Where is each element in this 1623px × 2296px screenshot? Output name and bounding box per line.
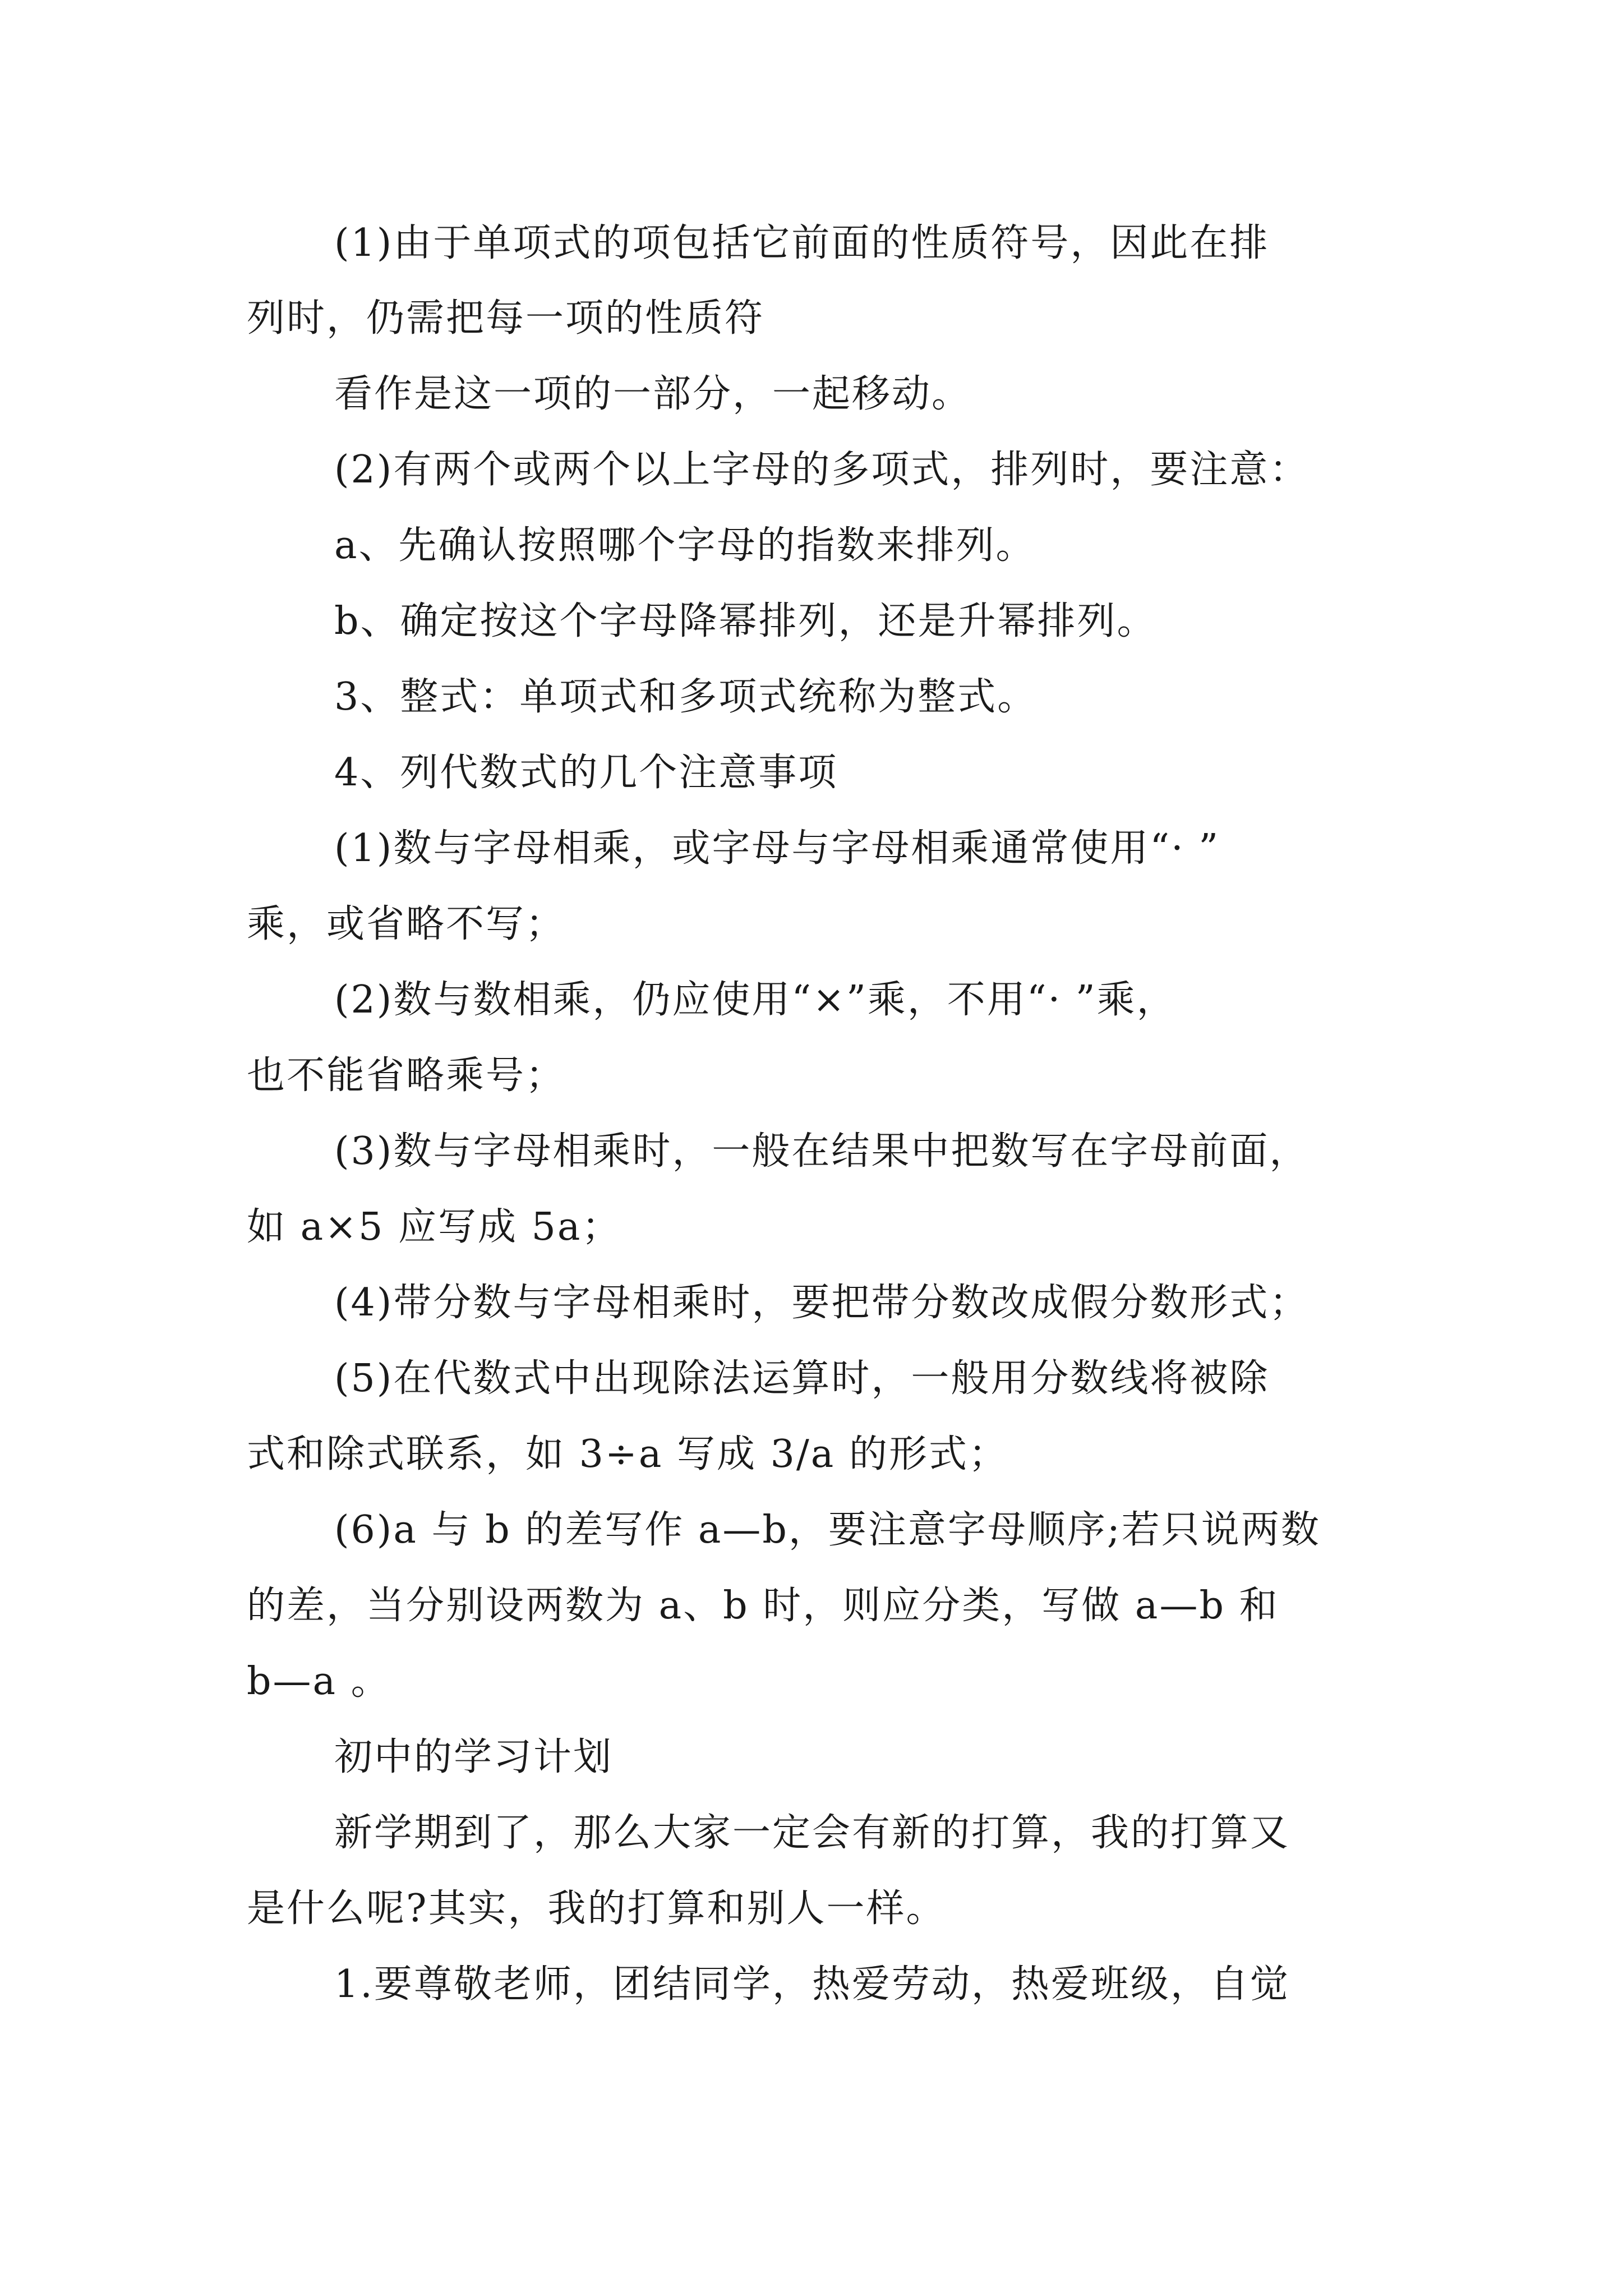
text-line: (1)数与字母相乘，或字母与字母相乘通常使用“· ” bbox=[334, 826, 1220, 871]
text-line: 如 a×5 应写成 5a； bbox=[247, 1205, 622, 1249]
text-line: (3)数与字母相乘时，一般在结果中把数写在字母前面， bbox=[334, 1129, 1310, 1174]
text-line: (5)在代数式中出现除法运算时，一般用分数线将被除 bbox=[334, 1356, 1270, 1401]
text-line: 式和除式联系，如 3÷a 写成 3/a 的形式； bbox=[247, 1432, 1008, 1476]
text-line: 1.要尊敬老师，团结同学，热爱劳动，热爱班级，自觉 bbox=[334, 1962, 1290, 2007]
text-line: 看作是这一项的一部分，一起移动。 bbox=[334, 372, 972, 416]
text-line: 的差，当分别设两数为 a、b 时，则应分类，写做 a—b 和 bbox=[247, 1584, 1279, 1628]
text-line: (2)数与数相乘，仍应使用“×”乘，不用“· ”乘， bbox=[334, 978, 1177, 1022]
text-line: 列时，仍需把每一项的性质符 bbox=[247, 296, 765, 341]
section-heading: 初中的学习计划 bbox=[334, 1735, 614, 1779]
text-line: (1)由于单项式的项包括它前面的性质符号，因此在排 bbox=[334, 221, 1270, 265]
text-line: b、确定按这个字母降幂排列，还是升幂排列。 bbox=[334, 599, 1157, 643]
text-line: 3、整式：单项式和多项式统称为整式。 bbox=[334, 675, 1038, 719]
text-line: (2)有两个或两个以上字母的多项式，排列时，要注意： bbox=[334, 448, 1310, 492]
text-line: 新学期到了，那么大家一定会有新的打算，我的打算又 bbox=[334, 1811, 1290, 1855]
text-line: (6)a 与 b 的差写作 a—b，要注意字母顺序;若只说两数 bbox=[334, 1508, 1321, 1552]
text-line: 乘，或省略不写； bbox=[247, 902, 566, 946]
text-line: a、先确认按照哪个字母的指数来排列。 bbox=[334, 523, 1036, 568]
text-line: (4)带分数与字母相乘时，要把带分数改成假分数形式； bbox=[334, 1281, 1310, 1325]
text-line: 也不能省略乘号； bbox=[247, 1053, 566, 1098]
text-line: 是什么呢?其实，我的打算和别人一样。 bbox=[247, 1887, 946, 1931]
text-line: 4、列代数式的几个注意事项 bbox=[334, 751, 838, 795]
text-line: b—a 。 bbox=[247, 1659, 391, 1704]
